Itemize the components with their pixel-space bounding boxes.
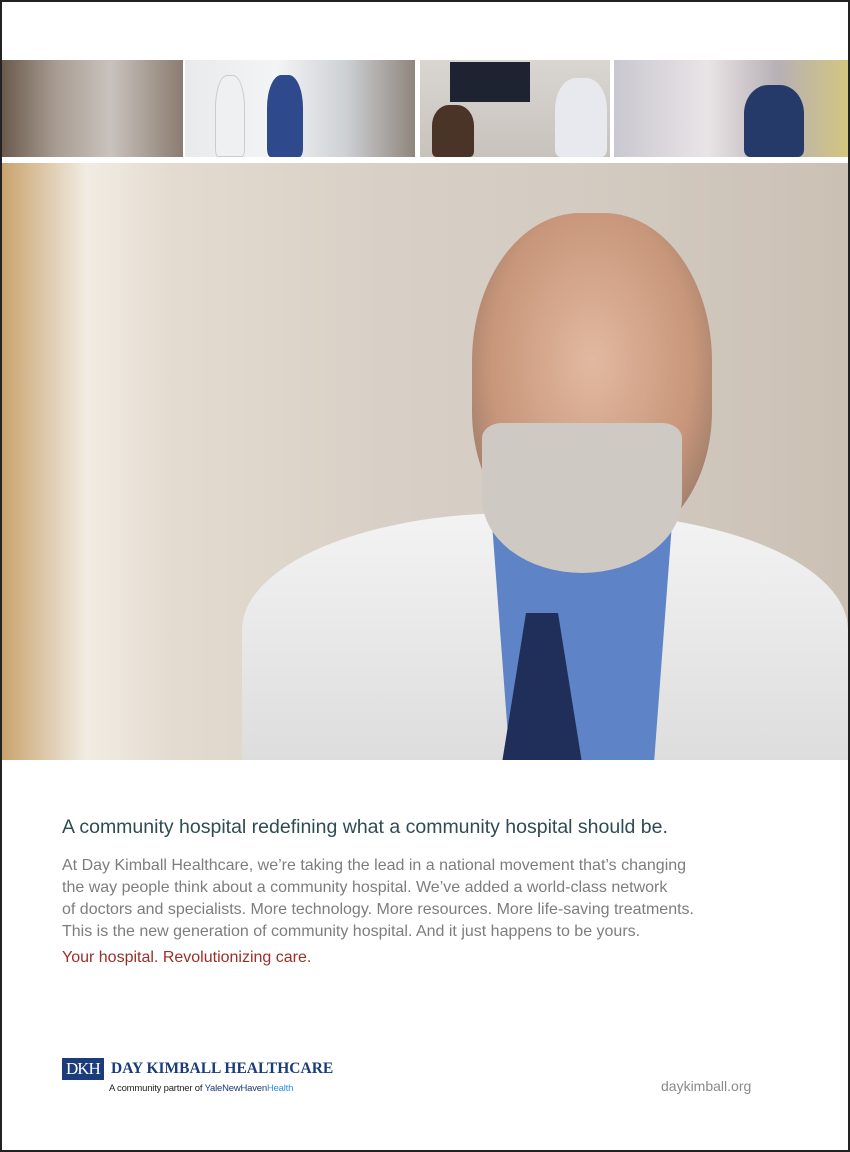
nurses-walking-photo: [185, 60, 415, 157]
partner-health: Health: [266, 1083, 294, 1094]
body-line: This is the new generation of community hospital. And it just happens to be yours.: [62, 923, 641, 940]
doctor-portrait-photo: [2, 163, 848, 760]
body-line: the way people think about a community hospital. We’ve added a world-class network: [62, 879, 668, 896]
dkh-logo-mark: DKH: [62, 1058, 104, 1080]
body-copy: [62, 855, 802, 943]
partner-ynh: YaleNewHaven: [204, 1083, 267, 1094]
website-url[interactable]: daykimball.org: [661, 1078, 752, 1094]
logo-name: DAY KIMBALL HEALTHCARE: [111, 1060, 334, 1077]
telemedicine-photo: [420, 60, 610, 157]
partner-line: [109, 1083, 293, 1094]
partner-prefix: A community partner of: [109, 1083, 205, 1094]
hallway-photo: [2, 60, 183, 157]
body-line: At Day Kimball Healthcare, we’re taking the lead in a national movement that’s changing: [62, 857, 687, 874]
lab-technician-photo: [614, 60, 848, 157]
body-line: of doctors and specialists. More technology. More resources. More life-saving treatments.: [62, 901, 694, 918]
tagline: Your hospital. Revolutionizing care.: [62, 949, 312, 966]
headline: A community hospital redefining what a community hospital should be.: [62, 816, 668, 838]
day-kimball-logo: [62, 1058, 333, 1080]
